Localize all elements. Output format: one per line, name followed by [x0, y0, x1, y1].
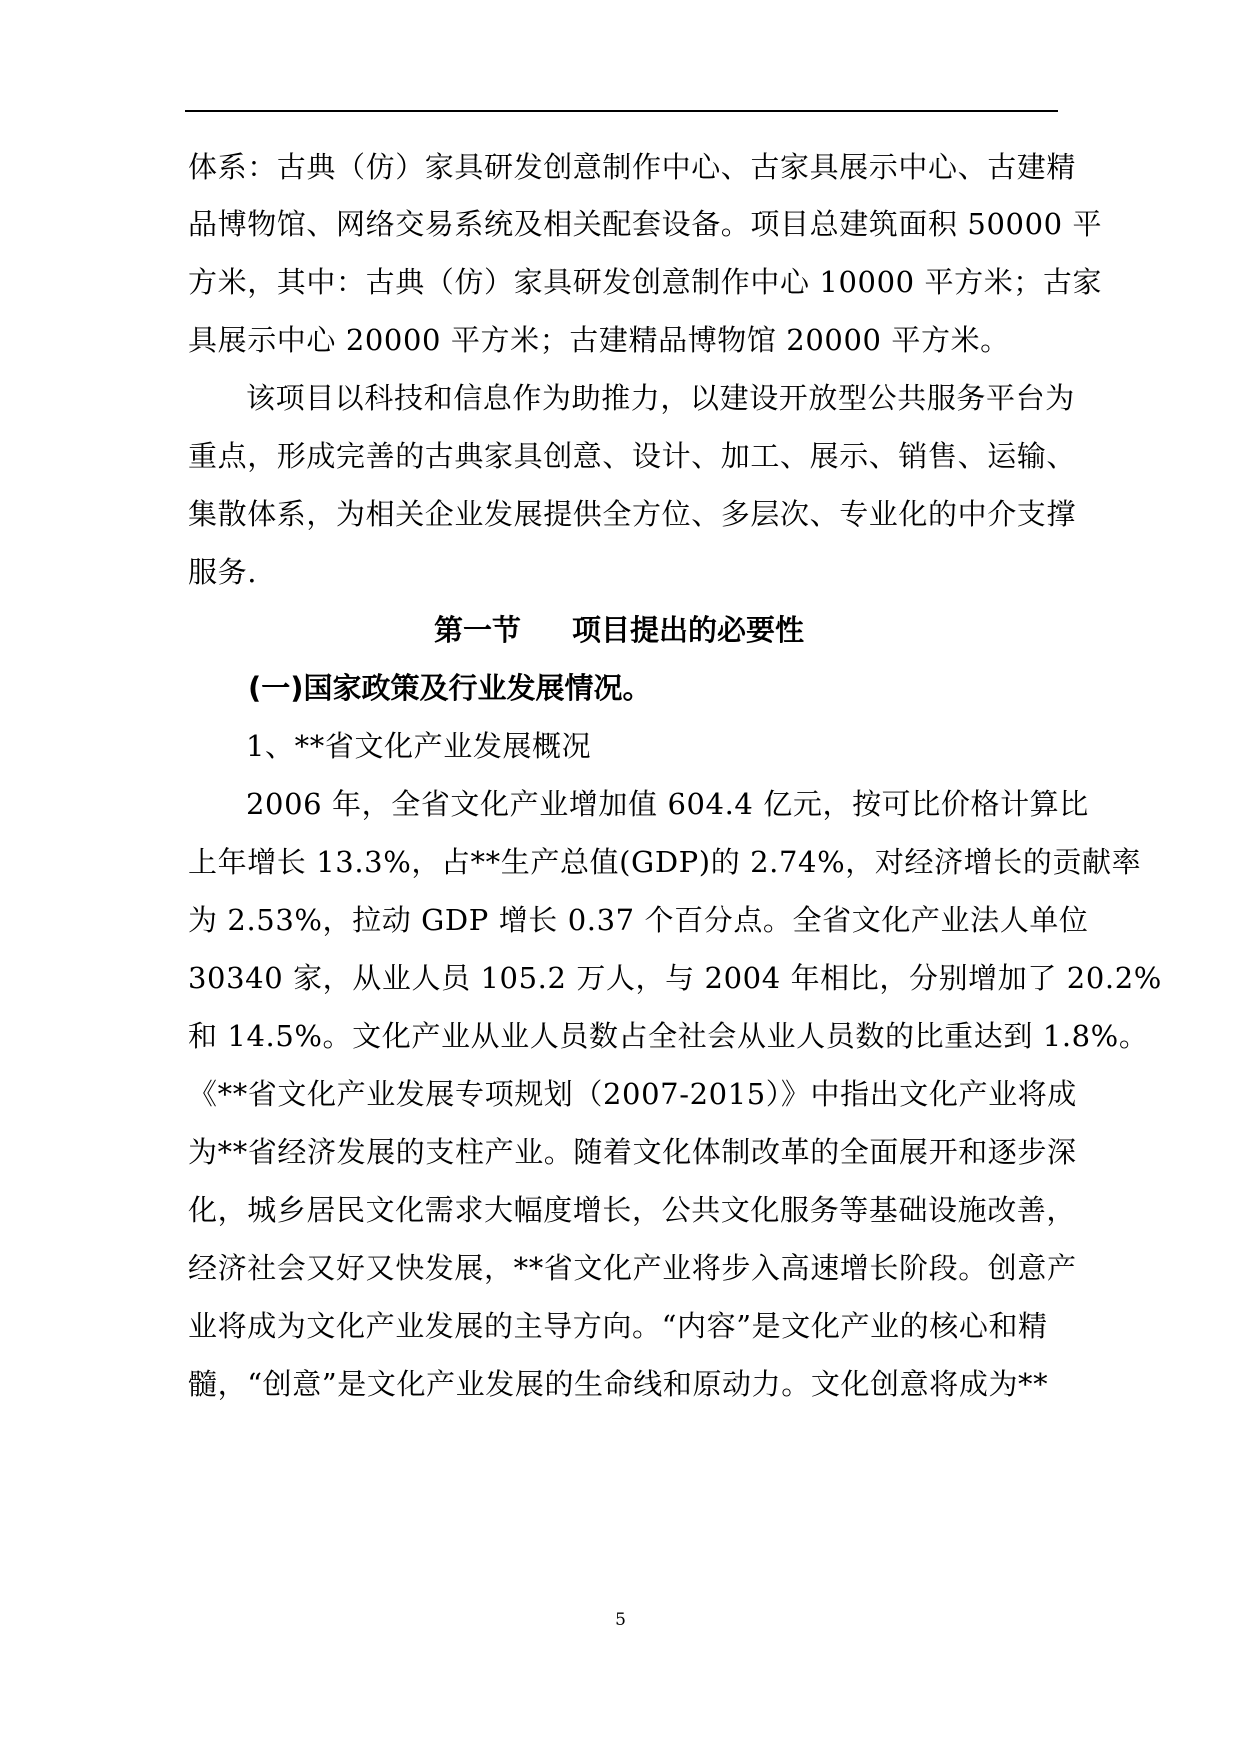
section-number: 第一节 [434, 613, 522, 647]
paragraph-line: 经济社会又好又快发展，**省文化产业将步入高速增长阶段。创意产 [188, 1251, 1077, 1285]
paragraph-line: 为 2.53%，拉动 GDP 增长 0.37 个百分点。全省文化产业法人单位 [188, 903, 1089, 937]
page-number: 5 [615, 1610, 626, 1630]
paragraph-line: 品博物馆、网络交易系统及相关配套设备。项目总建筑面积 50000 平 [188, 207, 1103, 241]
paragraph-line: 集散体系，为相关企业发展提供全方位、多层次、专业化的中介支撑 [188, 497, 1077, 531]
paragraph-line: 30340 家，从业人员 105.2 万人，与 2004 年相比，分别增加了 20.2% [188, 961, 1162, 995]
header-rule [185, 110, 1058, 112]
section-title: 项目提出的必要性 [572, 613, 805, 647]
paragraph-line: 业将成为文化产业发展的主导方向。“内容”是文化产业的核心和精 [188, 1309, 1048, 1343]
paragraph-line: 2006 年，全省文化产业增加值 604.4 亿元，按可比价格计算比 [246, 787, 1089, 821]
paragraph-line: 方米，其中：古典（仿）家具研发创意制作中心 10000 平方米；古家 [188, 265, 1103, 299]
item-heading: 1、**省文化产业发展概况 [246, 729, 592, 763]
paragraph-line: 重点，形成完善的古典家具创意、设计、加工、展示、销售、运输、 [188, 439, 1077, 473]
paragraph-line: 上年增长 13.3%，占**生产总值(GDP)的 2.74%，对经济增长的贡献率 [188, 845, 1142, 879]
paragraph-line: 和 14.5%。文化产业从业人员数占全社会从业人员数的比重达到 1.8%。 [188, 1019, 1149, 1053]
paragraph-line: 髓，“创意”是文化产业发展的生命线和原动力。文化创意将成为** [188, 1367, 1049, 1401]
subsection-heading: (一)国家政策及行业发展情况。 [248, 671, 652, 705]
paragraph-line: 该项目以科技和信息作为助推力，以建设开放型公共服务平台为 [246, 381, 1075, 415]
paragraph-line: 服务. [188, 555, 258, 589]
paragraph-line: 化，城乡居民文化需求大幅度增长，公共文化服务等基础设施改善， [188, 1193, 1077, 1227]
paragraph-line: 体系：古典（仿）家具研发创意制作中心、古家具展示中心、古建精 [188, 150, 1077, 184]
paragraph-line: 具展示中心 20000 平方米；古建精品博物馆 20000 平方米。 [188, 323, 1010, 357]
paragraph-line: 为**省经济发展的支柱产业。随着文化体制改革的全面展开和逐步深 [188, 1135, 1077, 1169]
paragraph-line: 《**省文化产业发展专项规划（2007-2015）》中指出文化产业将成 [188, 1077, 1077, 1111]
